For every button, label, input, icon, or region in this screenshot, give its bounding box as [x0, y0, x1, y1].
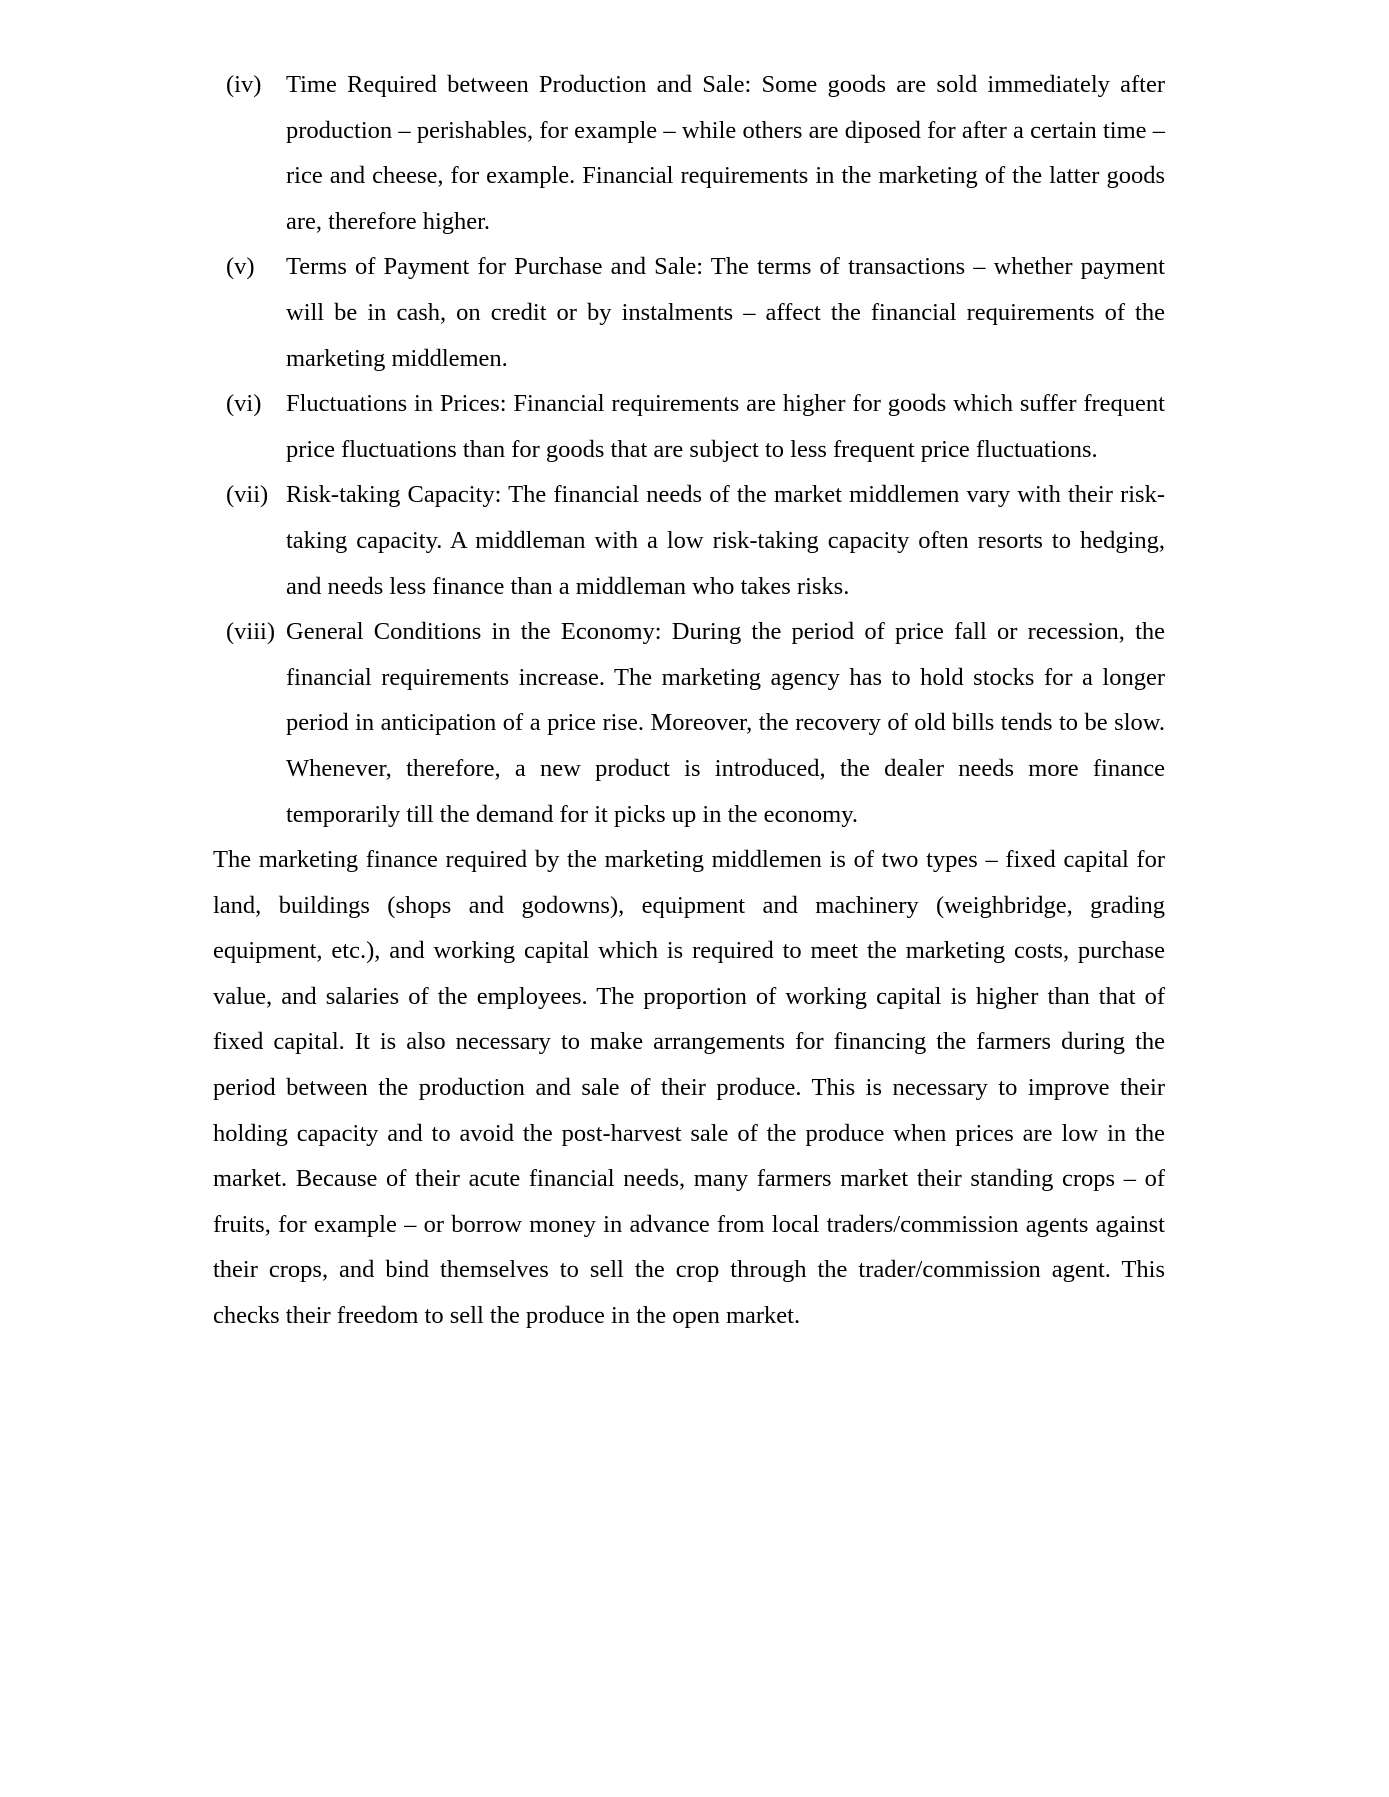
list-item-viii-text: General Conditions in the Economy: During the period of price fall or recession, the financial requirements increase. The marketing agency has to hold stocks for a longer period in anticipation of a price rise. Moreover, the recovery of old bills tends to be slow. Whenever, therefore, a new product is introduced, the dealer needs more finance temporarily till the demand for it picks up in the economy. [286, 618, 1165, 828]
document-content [213, 62, 1165, 1339]
list-item-v-marker: (v) [226, 253, 255, 281]
numbered-list [213, 62, 1165, 837]
list-item-vii-marker: (vii) [226, 481, 269, 509]
list-item-vi [213, 381, 1165, 472]
list-item-vii-text: Risk-taking Capacity: The financial needs of the market middlemen vary with their risk-taking capacity. A middleman with a low risk-taking capacity often resorts to hedging, and needs less finance than a middleman who takes risks. [286, 481, 1165, 600]
list-item-vi-text: Fluctuations in Prices: Financial requirements are higher for goods which suffer frequent price fluctuations than for goods that are subject to less frequent price fluctuations. [286, 390, 1165, 463]
list-item-vi-marker: (vi) [226, 390, 262, 418]
list-item-v [213, 244, 1165, 381]
list-item-iv-marker: (iv) [226, 71, 262, 98]
list-item-iv-text: Time Required between Production and Sale: Some goods are sold immediately after production – perishables, for example – while others are diposed for after a certain time – rice and cheese, for example. Financial requirements in the marketing of the latter goods are, therefore higher. [286, 71, 1165, 235]
list-item-v-text: Terms of Payment for Purchase and Sale: The terms of transactions – whether payment will be in cash, on credit or by instalments – affect the financial requirements of the marketing middlemen. [286, 253, 1165, 372]
list-item-iv [213, 62, 1165, 244]
list-item-viii-marker: (viii) [226, 618, 275, 646]
closing-paragraph: The marketing finance required by the marketing middlemen is of two types – fixed capital for land, buildings (shops and godowns), equipment and machinery (weighbridge, grading equipment, etc.), and working capital which is required to meet the marketing costs, purchase value, and salaries of the employees. The proportion of working capital is higher than that of fixed capital. It is also necessary to make arrangements for financing the farmers during the period between the production and sale of their produce. This is necessary to improve their holding capacity and to avoid the post-harvest sale of the produce when prices are low in the market. Because of their acute financial needs, many farmers market their standing crops – of fruits, for example – or borrow money in advance from local traders/commission agents against their crops, and bind themselves to sell the crop through the trader/commission agent. This checks their freedom to sell the produce in the open market. [213, 846, 1165, 1330]
list-item-viii [213, 609, 1165, 837]
list-item-vii [213, 472, 1165, 609]
